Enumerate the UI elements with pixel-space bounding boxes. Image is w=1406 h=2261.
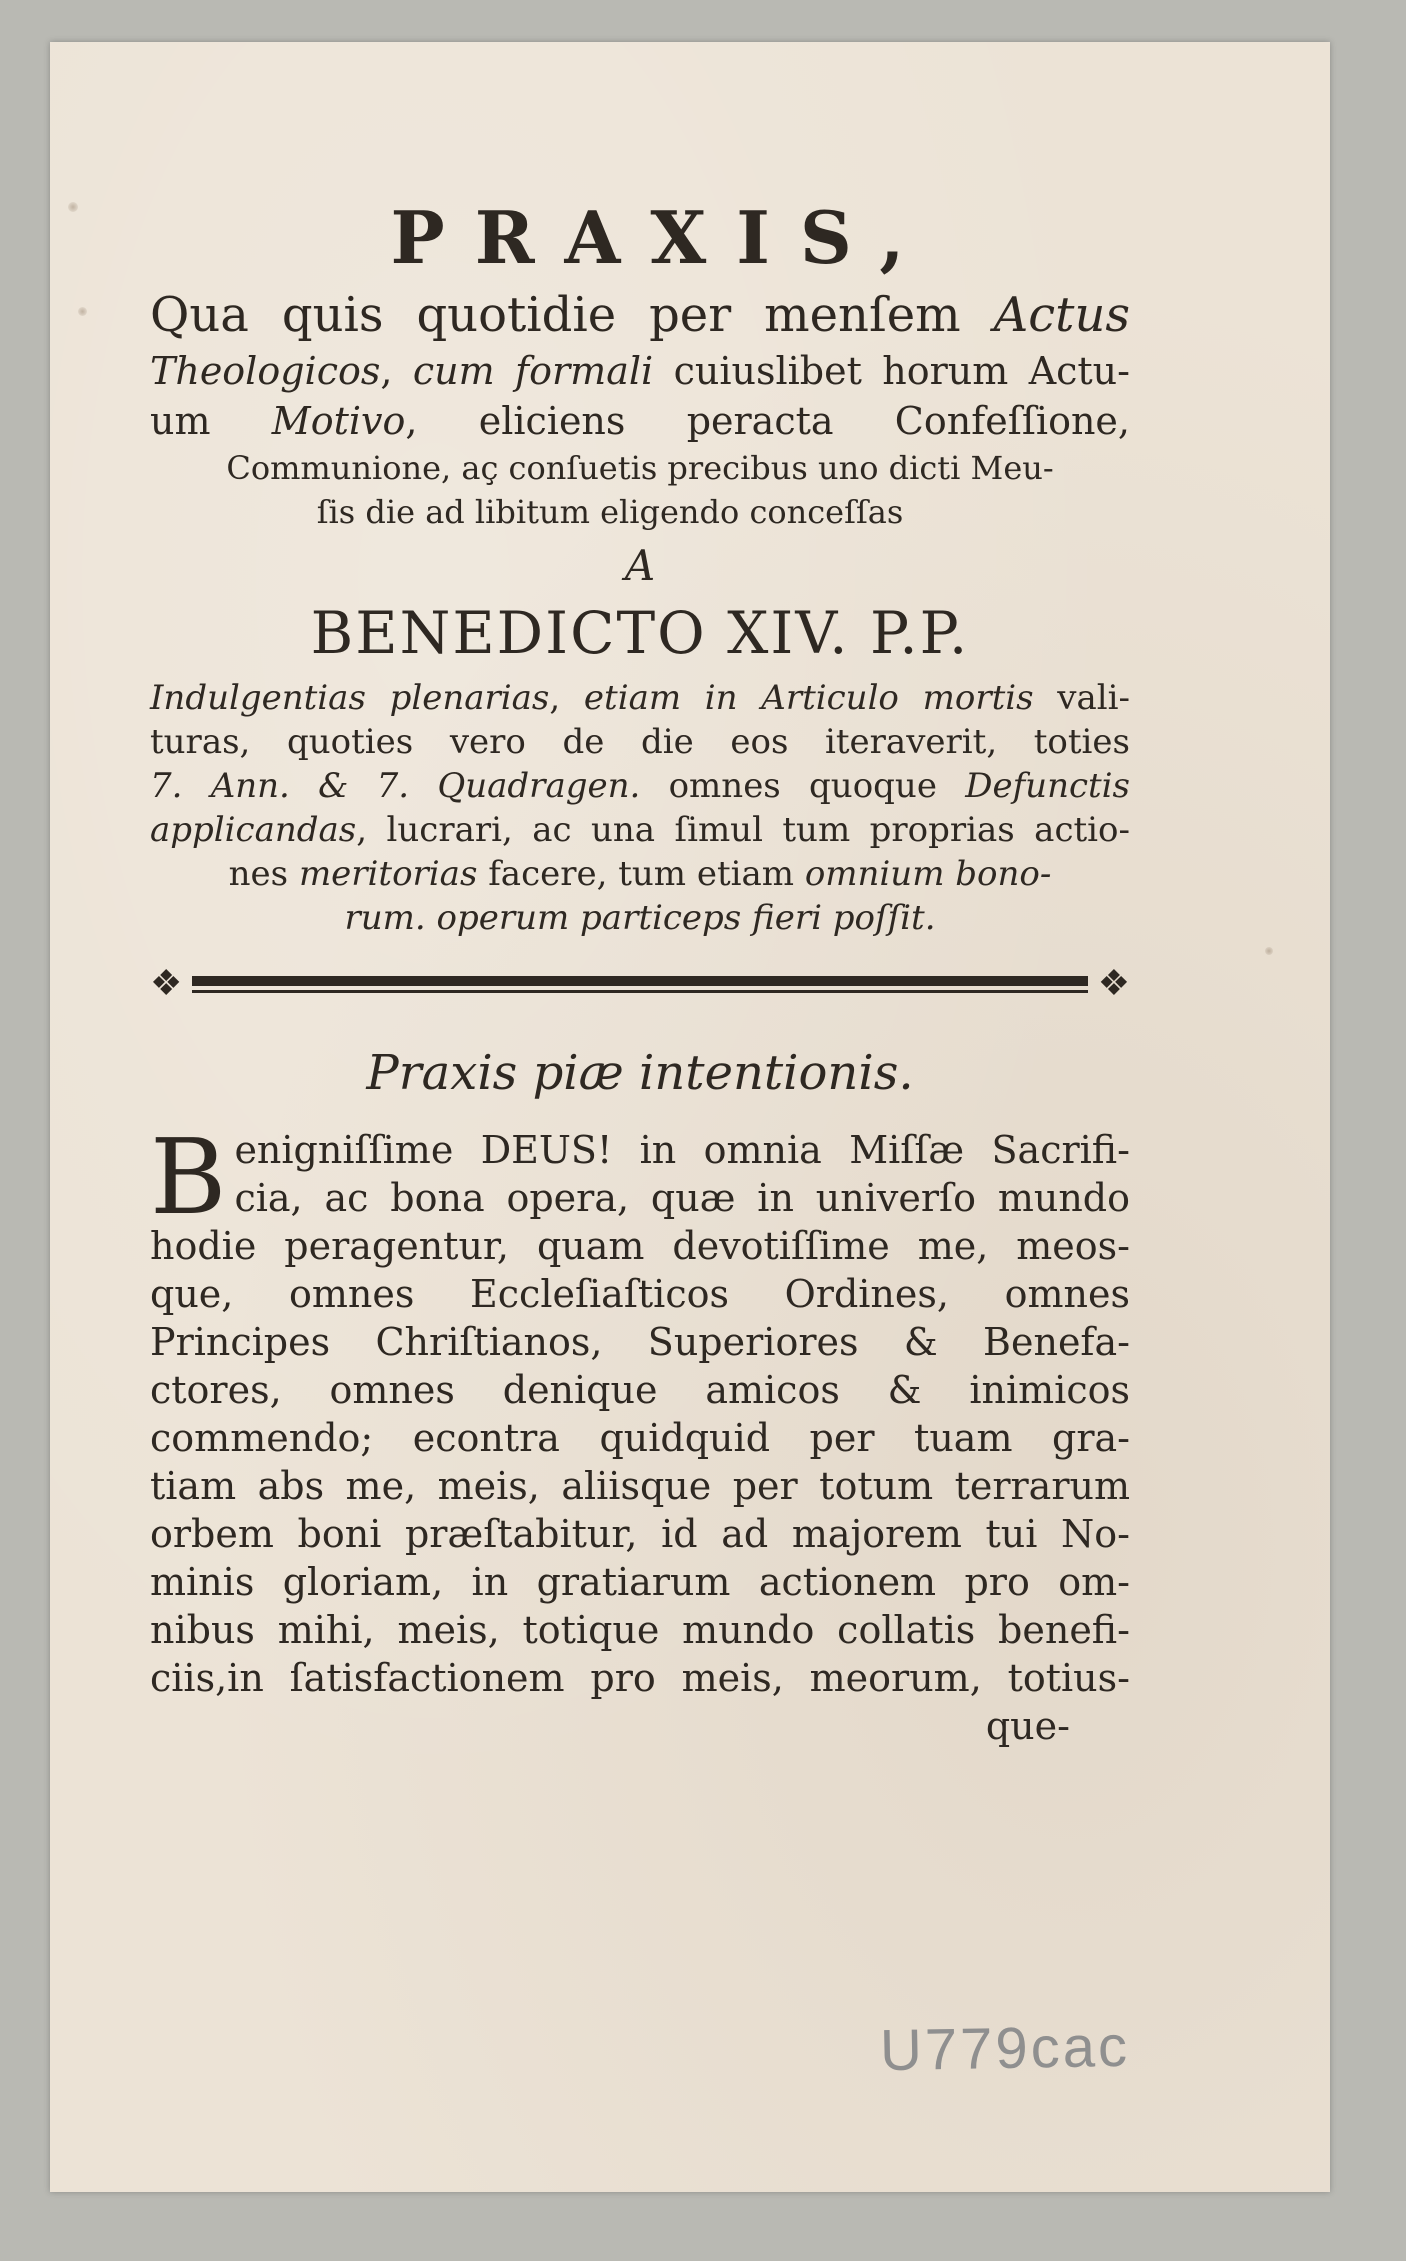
body-line: tiam abs me, meis, aliisque per totum terrarum [150,1463,1130,1508]
text-run: Motivo [271,398,406,443]
text-run: facere, tum etiam [477,853,805,894]
indulgence-line [150,808,1130,852]
body-line: hodie peragentur, quam devotiſſime me, meos- [150,1223,1130,1268]
pope-name: BENEDICTO XIV. P.P. [310,598,970,667]
indulgence-block [150,676,1130,940]
body-line: Principes Chriſtianos, Superiores & Benefa- [150,1319,1130,1364]
body-line: nibus mihi, meis, totique mundo collatis benefi- [150,1607,1130,1652]
body-line: que, omnes Eccleſiaſticos Ordines, omnes [150,1271,1130,1316]
text-run: rum. operum particeps fieri poſſit. [344,897,936,938]
text-run: Defunctis [965,765,1131,806]
text-run: cum formali [412,348,654,393]
subtitle-line [150,346,1130,396]
text-run: applicandas [150,809,357,850]
text-run: etiam in Articulo mortis [583,677,1034,718]
text-run: Indulgentias plenarias [150,677,550,718]
subtitle-line [150,284,1130,346]
indulgence-line [150,764,1130,808]
text-run: nes [228,853,299,894]
indulgence-line [150,676,1130,720]
indulgence-line [150,896,1130,940]
text-run: omnium bono- [804,853,1052,894]
fleuron-icon: ❖ [150,962,183,1004]
subtitle-line [150,396,1130,446]
rule-thin [192,990,1088,993]
body-line: ciis,in ſatisfactionem pro meis, meorum, totius- [150,1655,1130,1700]
ink-spot [78,307,87,316]
text-run: omnes quoque [640,765,966,806]
text-run: , lucrari, ac una ſimul tum proprias actio- [356,809,1130,850]
indulgence-line [150,852,1130,896]
ornamental-rule [150,964,1130,1004]
ink-spot [1265,947,1273,955]
drop-cap: B [150,1115,227,1238]
subtitle-line [150,446,1130,490]
page-title: PRAXIS, [390,195,935,280]
catchword: que- [985,1703,1070,1748]
text-run: , [380,348,413,393]
body-line: enigniſſime DEUS! in omnia Miſſæ Sacrifi- [234,1127,1130,1172]
pencil-shelfmark: U779cac [879,2013,1131,2084]
text-run: meritorias [298,853,478,894]
text-run: cuiuslibet horum Actu- [653,348,1130,393]
text-run: turas, quoties vero de die eos iteraverit, toties [150,721,1130,762]
text-run: ſis die ad libitum eligendo conceſſas [316,492,904,531]
a-line: A [624,540,656,590]
document-text [150,195,1131,1750]
text-run: Theologicos [150,348,381,393]
ink-spot [68,202,78,212]
fleuron-icon: ❖ [1097,962,1130,1004]
text-run: Communione, aç conſuetis precibus uno dicti Meu- [226,448,1054,487]
body-line: cia, ac bona opera, quæ in univerſo mundo [234,1175,1130,1220]
text-run: vali- [1033,677,1131,718]
subtitle-block [150,284,1130,534]
body-line: minis gloriam, in gratiarum actionem pro om- [150,1559,1130,1604]
text-run: um [150,398,272,443]
text-run: 7. Ann. & 7. Quadragen. [150,765,641,806]
body-line: commendo; econtra quidquid per tuam gra- [150,1415,1130,1460]
text-run: Actus [993,286,1130,343]
body-line: ctores, omnes denique amicos & inimicos [150,1367,1130,1412]
body-text [150,1115,1130,1750]
body-line: orbem boni præſtabitur, id ad majorem tui No- [150,1511,1130,1556]
text-run: , eliciens peracta Confeſſione, [405,398,1130,443]
indulgence-line [150,720,1130,764]
rule-thick [192,976,1088,986]
subtitle-line [90,490,1130,534]
text-run: , [549,677,584,718]
text-run: Qua quis quotidie per menſem [150,286,994,343]
section-heading: Praxis piæ intentionis. [366,1044,914,1101]
